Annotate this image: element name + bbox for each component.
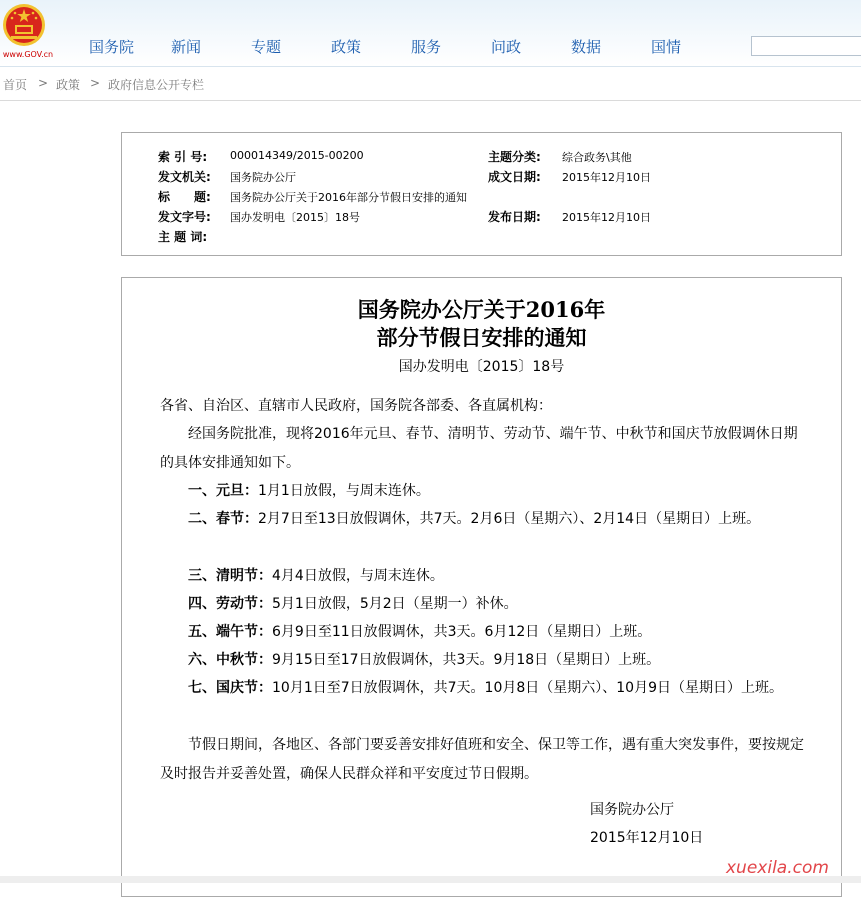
intro-paragraph: 经国务院批准，现将2016年元旦、春节、清明节、劳动节、端午节、中秋节和国庆节放假调休日期的具体安排通知如下。 bbox=[160, 426, 798, 471]
document-body bbox=[121, 277, 842, 897]
holiday-item-head: 五、端午节： bbox=[188, 624, 272, 640]
holiday-item-head: 四、劳动节： bbox=[188, 596, 272, 612]
signature: 国务院办公厅 bbox=[590, 802, 674, 818]
holiday-item-head: 三、清明节： bbox=[188, 568, 272, 584]
holiday-item-head: 一、元旦： bbox=[188, 483, 258, 499]
watermark: xuexila.com bbox=[726, 858, 829, 878]
holiday-item bbox=[160, 590, 810, 619]
written-date-label: 成文日期: bbox=[488, 170, 541, 184]
breadcrumb-home[interactable]: 首页 bbox=[3, 78, 28, 92]
breadcrumb-separator: > bbox=[38, 76, 49, 90]
title-label: 标 题: bbox=[158, 190, 211, 204]
breadcrumb-policy[interactable]: 政策 bbox=[56, 78, 81, 92]
holiday-item-text: 5月1日放假，5月2日（星期一）补休。 bbox=[272, 596, 518, 612]
document-metadata-table bbox=[121, 132, 842, 256]
written-date-value: 2015年12月10日 bbox=[562, 171, 651, 184]
main-nav bbox=[0, 0, 861, 66]
document-number-value: 国办发明电〔2015〕18号 bbox=[230, 211, 360, 224]
holiday-item-head: 六、中秋节： bbox=[188, 652, 272, 668]
index-number-value: 000014349/2015-00200 bbox=[230, 149, 364, 162]
site-domain: www.GOV.cn bbox=[2, 50, 54, 59]
nav-item-services[interactable]: 服务 bbox=[411, 38, 442, 56]
nav-item-inquiry[interactable]: 问政 bbox=[491, 38, 522, 56]
holiday-item bbox=[160, 646, 810, 675]
keywords-label: 主 题 词: bbox=[158, 230, 208, 244]
issuer-label: 发文机关: bbox=[158, 170, 211, 184]
closing-paragraph: 节假日期间，各地区、各部门要妥善安排好值班和安全、保卫等工作，遇有重大突发事件，要按规定及时报告并妥善处置，确保人民群众祥和平安度过节日假期。 bbox=[160, 737, 804, 782]
nav-item-topics[interactable]: 专题 bbox=[251, 38, 282, 56]
published-date-label: 发布日期: bbox=[488, 210, 541, 224]
document-number: 国办发明电〔2015〕18号 bbox=[398, 359, 565, 375]
holiday-item-head: 二、春节： bbox=[188, 511, 258, 527]
breadcrumb bbox=[0, 66, 861, 101]
holiday-item-text: 9月15日至17日放假调休，共3天。9月18日（星期日）上班。 bbox=[272, 652, 661, 668]
holiday-item-text: 4月4日放假，与周末连休。 bbox=[272, 568, 444, 584]
nav-item-policy[interactable]: 政策 bbox=[331, 38, 362, 56]
issuer-value: 国务院办公厅 bbox=[230, 171, 296, 184]
holiday-item bbox=[160, 505, 810, 534]
holiday-item-text: 1月1日放假，与周末连休。 bbox=[258, 483, 430, 499]
nav-item-national-info[interactable]: 国情 bbox=[651, 38, 682, 56]
category-value: 综合政务\其他 bbox=[562, 151, 632, 164]
holiday-item-text: 2月7日至13日放假调休，共7天。2月6日（星期六）、2月14日（星期日）上班。 bbox=[258, 511, 761, 527]
holiday-item bbox=[160, 562, 810, 591]
document-title-line-1: 国务院办公厅关于2016年 bbox=[357, 297, 606, 322]
index-number-label: 索 引 号: bbox=[158, 150, 208, 164]
salutation: 各省、自治区、直辖市人民政府，国务院各部委、各直属机构： bbox=[160, 398, 552, 414]
holiday-item bbox=[160, 618, 810, 647]
holiday-item bbox=[160, 477, 810, 506]
nav-item-news[interactable]: 新闻 bbox=[171, 38, 202, 56]
holiday-item-text: 10月1日至7日放假调休，共7天。10月8日（星期六）、10月9日（星期日）上班。 bbox=[272, 680, 783, 696]
breadcrumb-separator: > bbox=[90, 76, 101, 90]
document-title-line-2: 部分节假日安排的通知 bbox=[376, 325, 587, 350]
category-label: 主题分类: bbox=[488, 150, 541, 164]
holiday-item-text: 6月9日至11日放假调休，共3天。6月12日（星期日）上班。 bbox=[272, 624, 652, 640]
holiday-item bbox=[160, 674, 810, 703]
nav-item-state-council[interactable]: 国务院 bbox=[89, 38, 135, 56]
signature-date: 2015年12月10日 bbox=[590, 830, 704, 846]
document-title bbox=[122, 296, 841, 352]
search-input[interactable] bbox=[751, 36, 861, 56]
site-header bbox=[0, 0, 861, 67]
holiday-item-head: 七、国庆节： bbox=[188, 680, 272, 696]
document-number-label: 发文字号: bbox=[158, 210, 211, 224]
title-value: 国务院办公厅关于2016年部分节假日安排的通知 bbox=[230, 191, 467, 204]
breadcrumb-gov-info[interactable]: 政府信息公开专栏 bbox=[108, 78, 205, 92]
nav-item-data[interactable]: 数据 bbox=[571, 38, 602, 56]
published-date-value: 2015年12月10日 bbox=[562, 211, 651, 224]
